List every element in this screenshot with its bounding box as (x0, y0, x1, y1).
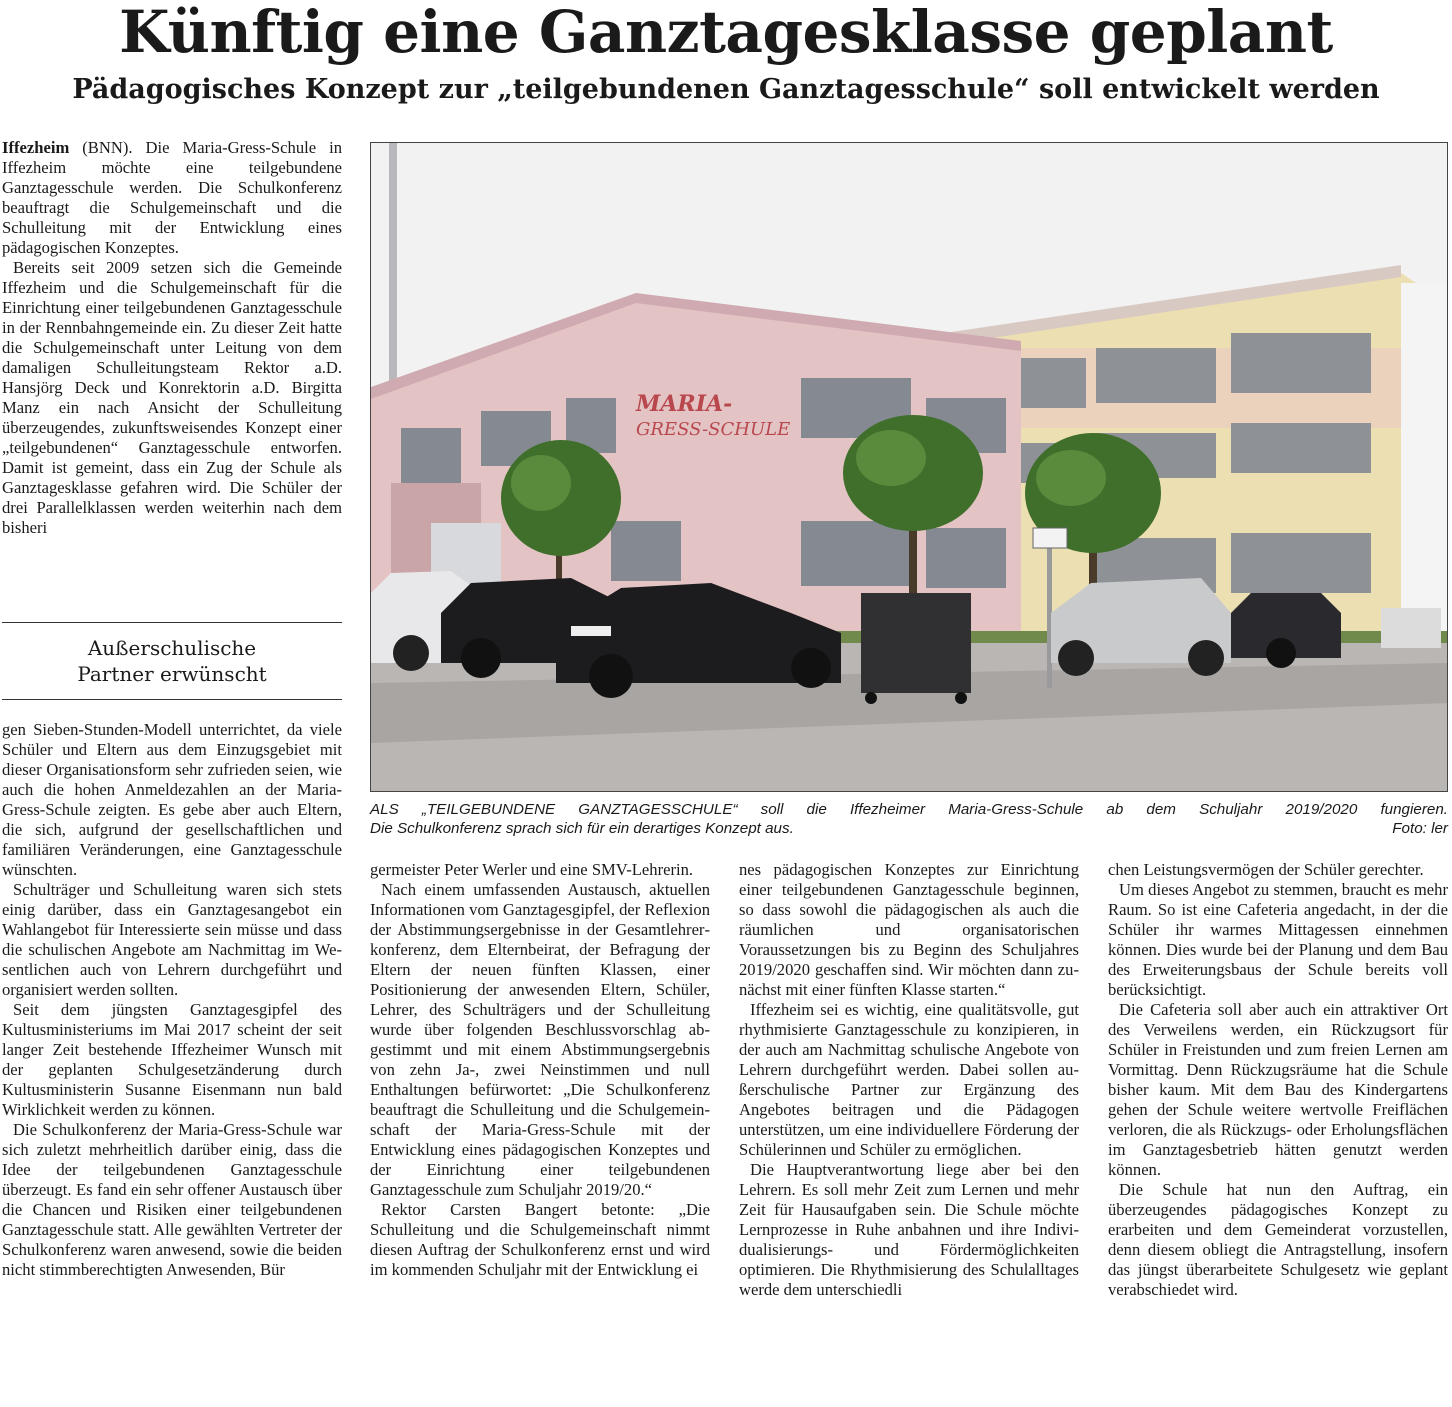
photo-credit: Foto: ler (1392, 820, 1448, 837)
subheadline: Pädagogisches Konzept zur „teilgebundenen Ganztagesschule“ soll entwickelt werden (72, 74, 1380, 105)
paragraph: Iffezheim (BNN). Die Maria-Gress-Schule in Iffezheim möchte eine teilgebundene Ganztagesschule werden. Die Schulkonferenz beauftragt die Schulgemeinschaft und die Schulleitung mit der Entwicklung eines pädagogischen Konzeptes. (2, 138, 342, 257)
paragraph: Schulträger und Schulleitung waren sich stets einig darüber, dass ein Ganztagesangebot ein Wahlangebot für Interessierte sein müsse und dass die schulischen Angebote am Nachmittag im Wesentlichen auch von Lehrern durchgeführt und organisiert werden sollten. (2, 880, 342, 999)
paragraph: chen Leistungsvermögen der Schüler gerechter. (1108, 860, 1424, 879)
sign-text: GRESS-SCHULE (636, 419, 791, 440)
paragraph: Bereits seit 2009 setzen sich die Gemeinde Iffezheim und die Schulgemeinschaft für die Einrichtung einer teilgebundenen Ganztagesschule in der Rennbahngemeinde ein. Zu dieser Zeit hatte die Schulgemeinschaft unter Leitung von dem damaligen Schulleitungsteam Rektor a.D. Hansjörg Deck und Konrektorin a.D. Birgitta Manz ein nach Ansicht der Schulleitung überzeugendes, zukunftsweisendes Konzept einer „teilgebundenen“ Ganztagesschule entworfen. Damit ist gemeint, dass ein Zug der Schule als Ganztagesklasse gefahren wird. Die Schüler der drei Parallelklassen werden weiterhin nach dem bisheri (2, 258, 342, 537)
column-1-bottom (2, 720, 342, 1280)
paragraph: germeister Peter Werler und eine SMV-Lehrerin. (370, 860, 694, 879)
crosshead-line: Außerschulische (87, 636, 257, 660)
paragraph: Nach einem umfassenden Austausch, aktuellen Informationen vom Ganztagesgipfel, der Reflexion der Abstimmungsergebnisse in der Gesamtlehrerkonferenz, dem Elternbeirat, der Befragung der Eltern der neuen fünften Klassen, einer Positionierung der anwesenden Eltern, Schüler, Lehrer, des Schulträgers und der Schulleitung wurde über folgenden Beschlussvorschlag abgestimmt und mit einem Abstimmungsergebnis von zehn Ja-, zwei Neinstimmen und null Enthaltungen befürwortet: „Die Schulkonferenz beauftragt die Schulleitung und die Schulgemeinschaft der Maria-Gress-Schule mit der Entwicklung eines pädagogischen Konzeptes und der Einrichtung einer teilgebundenen Ganztagesschule zum Schuljahr 2019/20.“ (370, 880, 710, 1199)
school-photo (370, 142, 1448, 792)
school-building-image (371, 143, 1448, 792)
paragraph: Die Schule hat nun den Auftrag, ein überzeugendes pädagogisches Konzept zu erarbeiten und dem Gemeinderat vorzustellen, denn diesem obliegt die Antragstellung, insofern das jüngst überarbeitete Schulgesetz wie geplant verabschiedet wird. (1108, 1180, 1448, 1299)
paragraph: Um dieses Angebot zu stemmen, braucht es mehr Raum. So ist eine Cafeteria angedacht, in der die Schüler ihr warmes Mittagessen einnehmen können. Dies wurde bei der Planung und dem Bau des Erweiterungsbaus der Schule bereits voll berücksichtigt. (1108, 880, 1448, 999)
paragraph: Die Schulkonferenz der Maria-Gress-Schule war sich zuletzt mehrheitlich darüber einig, dass die Idee der teilgebundenen Ganztagesschule überzeugt. Es fand ein sehr offener Austausch über die Chancen und Risiken einer teilgebundenen Ganztagesschule statt. Alle gewählten Vertreter der Schulkonferenz waren anwesend, sowie die beiden nicht stimmberechtigten Anwesenden, Bür (2, 1120, 342, 1279)
column-1-top (2, 138, 342, 538)
column-3 (739, 860, 1079, 1300)
paragraph: gen Sieben-Stunden-Modell unterrichtet, da viele Schüler und Eltern aus dem Einzugsgebiet mit dieser Organisationsform sehr zufrieden seien, wie auch die hohen Anmeldezahlen an der Maria-Gress-Schule zeigten. Es gebe aber auch Eltern, die sich, aufgrund der gesellschaftlichen und familiären Veränderungen, eine Ganztagesschule wünschten. (2, 720, 342, 879)
column-4 (1108, 860, 1448, 1300)
caption-line: ALS „TEILGEBUNDENE GANZTAGESSCHULE“ soll die Iffezheimer Maria-Gress-Schule ab dem Schuljahr 2019/2020 fungieren. (370, 801, 1448, 818)
trash-bin-icon (861, 593, 971, 704)
dateline: Iffezheim (2, 138, 70, 157)
paragraph: Die Hauptverantwortung liege aber bei den Lehrern. Es soll mehr Zeit zum Lernen und mehr Zeit für Hausaufgaben sein. Die Schule möchte Lernprozesse in Ruhe anbahnen und ihre Individualisierungs- und Fördermöglichkeiten optimieren. Die Rhythmisierung des Schulalltages werde dem unterschiedli (739, 1160, 1079, 1299)
paragraph: Seit dem jüngsten Ganztagesgipfel des Kultusministeriums im Mai 2017 scheint der seit langer Zeit bestehende Iffezheimer Wunsch mit der geplanten Schulgesetzänderung durch Kultusministerin Susanne Eisenmann nun bald Wirklichkeit werden zu können. (2, 1000, 342, 1119)
column-2 (370, 860, 710, 1280)
paragraph: Iffezheim sei es wichtig, eine qualitätsvolle, gut rhythmisierte Ganztagesschule zu konzipieren, in der auch am Nachmittag schulische Angebote von Lehrern durchgeführt werden. Dabei sollen außerschulische Partner zur Ergänzung des Angebotes beitragen und die Pädagogen unterstützen, um eine individuellere Förderung der Schülerinnen und Schüler zu ermöglichen. (739, 1000, 1079, 1159)
paragraph: Rektor Carsten Bangert betonte: „Die Schulleitung und die Schulgemeinschaft nimmt diesen Auftrag der Schulkonferenz ernst und wird im kommenden Schuljahr mit der Entwicklung ei (370, 1200, 710, 1279)
caption-line (370, 819, 1448, 838)
caption-text: Die Schulkonferenz sprach sich für ein derartiges Konzept aus. (370, 820, 794, 837)
crosshead (2, 622, 342, 700)
crosshead-line: Partner erwünscht (77, 662, 267, 686)
sign-text: MARIA- (636, 391, 733, 417)
paragraph: Die Cafeteria soll aber auch ein attraktiver Ort des Verweilens werden, ein Rückzugsort für Schüler in Freistunden und zum freien Lernen am Vormittag. Denn Rückzugsräume hat die Schule bisher kaum. Mit dem Bau des Kindergartens gehen der Schule weitere wertvolle Freiflächen verloren, die als Rückzugs- oder Erholungsflächen im Ganztagesbetrieb hätten genutzt werden können. (1108, 1000, 1448, 1179)
sign-post (1047, 533, 1052, 688)
photo-caption (370, 800, 1448, 838)
headline: Künftig eine Ganztagesklasse geplant (119, 0, 1333, 66)
paragraph: nes pädagogischen Konzeptes zur Einrichtung einer teilgebundenen Ganztagesschule beginnen, so dass sowohl die pädagogischen als auch die räumlichen und organisatorischen Voraussetzungen bis zu Beginn des Schuljahres 2019/2020 geschaffen sind. Wir möchten dann zunächst mit einer fünften Klasse starten.“ (739, 860, 1079, 999)
car-icon (1231, 593, 1341, 668)
